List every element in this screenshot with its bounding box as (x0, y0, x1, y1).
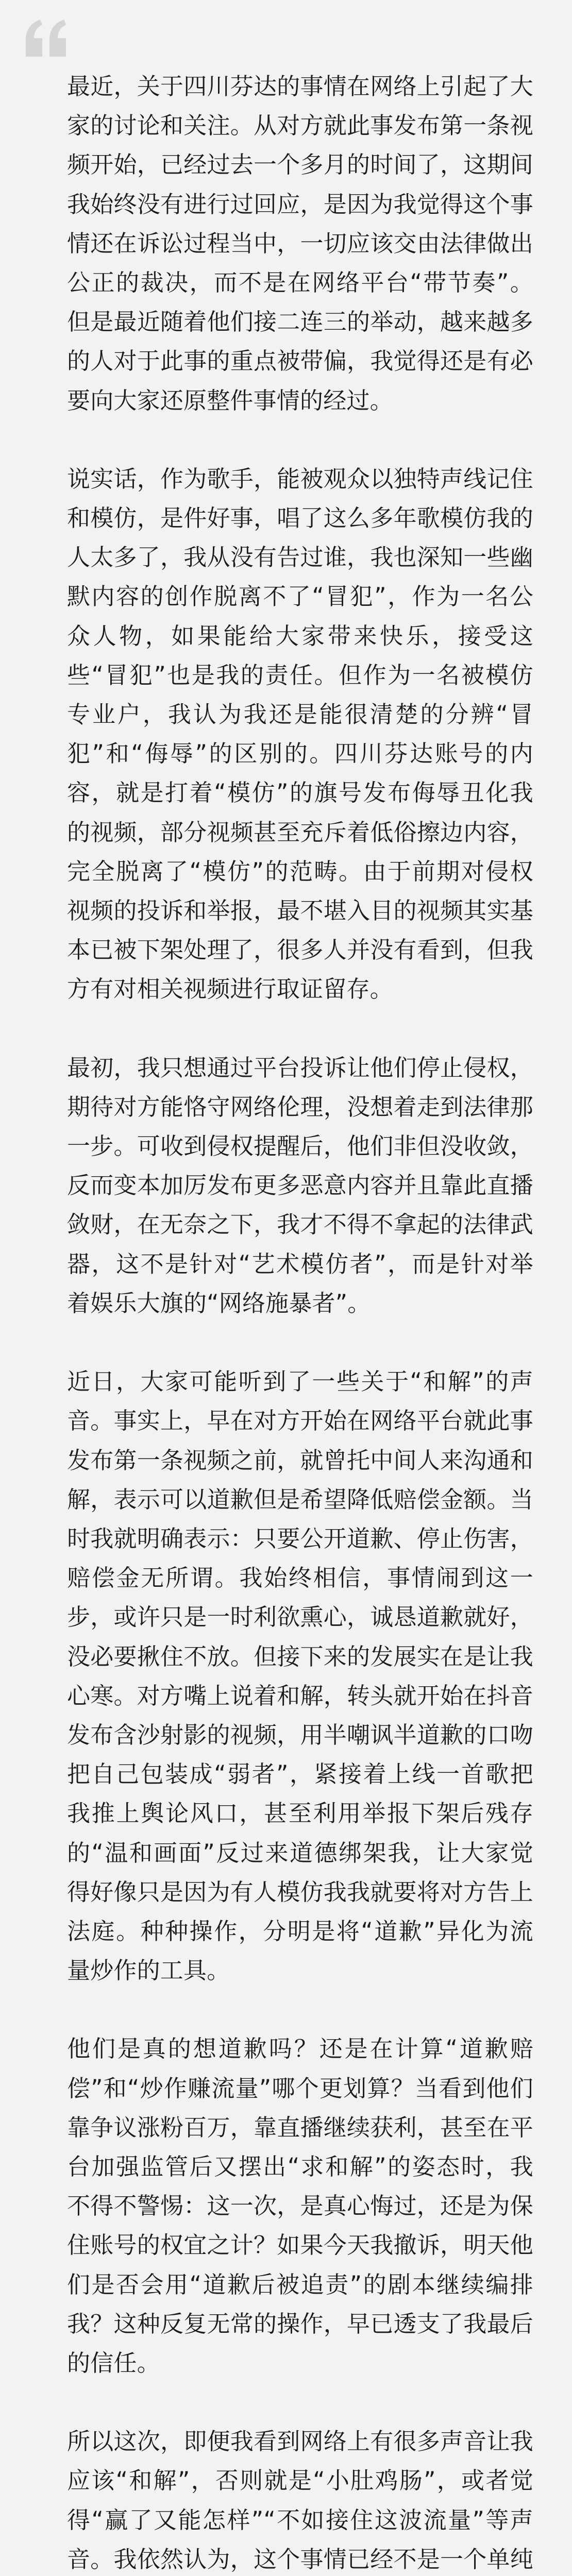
paragraph-reconciliation: 近日，大家可能听到了一些关于“和解”的声音。事实上，早在对方开始在网络平台就此事发布第一条视频之前，就曾托中间人来沟通和解，表示可以道歉但是希望降低赔偿金额。当时我就明确表示：只要公开道歉、停止伤害，赔偿金无所谓。我始终相信，事情闹到这一步，或许只是一时利欲熏心，诚恳道歉就好，没必要揪住不放。但接下来的发展实在是让我心寒。对方嘴上说着和解，转头就开始在抖音发布含沙射影的视频，用半嘲讽半道歉的口吻把自己包装成“弱者”，紧接着上线一首歌把我推上舆论风口，甚至利用举报下架后残存的“温和画面”反过来道德绑架我，让大家觉得好像只是因为有人模仿我我就要将对方告上法庭。种种操作，分明是将“道歉”异化为流量炒作的工具。 (67, 1368, 533, 1985)
article-body (67, 67, 533, 2576)
paragraph-intro: 最近，关于四川芬达的事情在网络上引起了大家的讨论和关注。从对方就此事发布第一条视频开始，已经过去一个多月的时间了，这期间我始终没有进行过回应，是因为我觉得这个事情还在诉讼过程当中，一切应该交由法律做出公正的裁决，而不是在网络平台“带节奏”。但是最近随着他们接二连三的举动，越来越多的人对于此事的重点被带偏，我觉得还是有必要向大家还原整件事情的经过。 (67, 73, 533, 414)
paragraph-imitation: 说实话，作为歌手，能被观众以独特声线记住和模仿，是件好事，唱了这么多年歌模仿我的人太多了，我从没有告过谁，我也深知一些幽默内容的创作脱离不了“冒犯”，作为一名公众人物，如果能给大家带来快乐，接受这些“冒犯”也是我的责任。但作为一名被模仿专业户，我认为我还是能很清楚的分辨“冒犯”和“侮辱”的区别的。四川芬达账号的内容，就是打着“模仿”的旗号发布侮辱丑化我的视频，部分视频甚至充斥着低俗擦边内容，完全脱离了“模仿”的范畴。由于前期对侵权视频的投诉和举报，最不堪入目的视频其实基本已被下架处理了，很多人并没有看到，但我方有对相关视频进行取证留存。 (67, 465, 533, 1003)
quote-mark-icon (21, 15, 72, 62)
paragraph-questions: 他们是真的想道歉吗？还是在计算“道歉赔偿”和“炒作赚流量”哪个更划算？当看到他们靠争议涨粉百万，靠直播继续获利，甚至在平台加强监管后又摆出“求和解”的姿态时，我不得不警惕：这一次，是真心悔过，还是为保住账号的权宜之计？如果今天我撤诉，明天他们是否会用“道歉后被追责”的剧本继续编排我？这种反复无常的操作，早已透支了我最后的信任。 (67, 2035, 533, 2377)
paragraph-stance: 所以这次，即便我看到网络上有很多声音让我应该“和解”，否则就是“小肚鸡肠”，或者觉得“赢了又能怎样”“不如接住这波流量”等声音。我依然认为，这个事情已经不是一个单纯 (67, 2428, 533, 2573)
paragraph-legal-action: 最初，我只想通过平台投诉让他们停止侵权，期待对方能恪守网络伦理，没想着走到法律那一步。可收到侵权提醒后，他们非但没收敛，反而变本加厉发布更多恶意内容并且靠此直播敛财，在无奈之下，我才不得不拿起的法律武器，这不是针对“艺术模仿者”，而是针对举着娱乐大旗的“网络施暴者”。 (67, 1054, 533, 1317)
